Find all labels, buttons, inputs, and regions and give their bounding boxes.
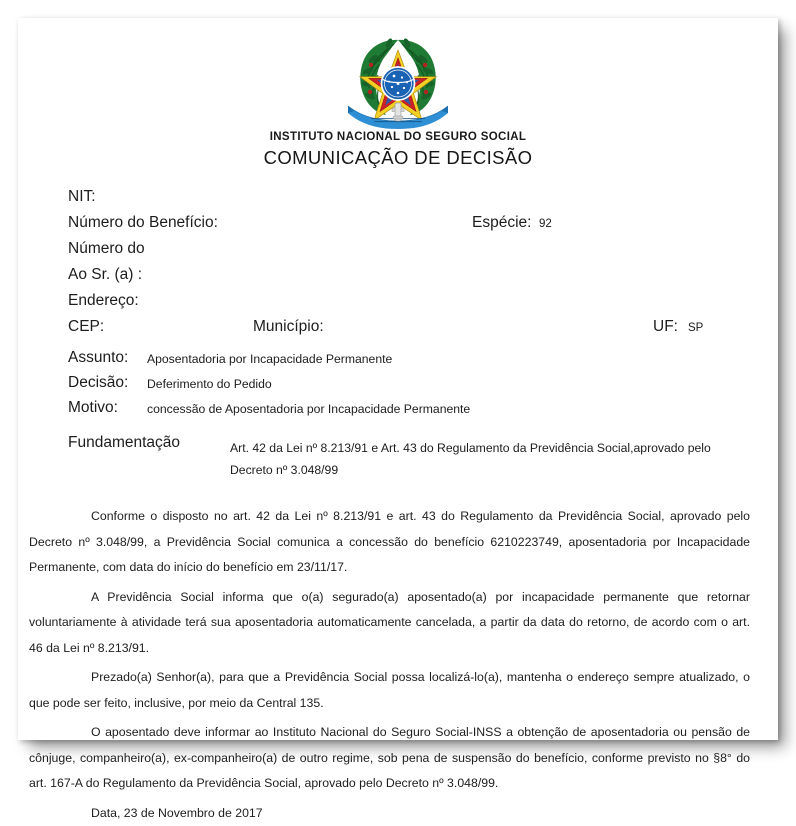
document-title: COMUNICAÇÃO DE DECISÃO [18,147,778,169]
body-paragraph-2: A Previdência Social informa que o(a) segurado(a) aposentado(a) por incapacidade permanente que retornar voluntariamente à atividade terá sua aposentadoria automaticamente cancelada, a partir da data do retorno, de acordo com o art. 46 da Lei nº 8.213/91. [29,585,750,662]
row-assunto [68,349,778,374]
municipio-label: Município: [253,318,324,336]
body-paragraph-3: Prezado(a) Senhor(a), para que a Previdência Social possa localizá-lo(a), mantenha o endereço sempre atualizado, o que pode ser feito, inclusive, por meio da Central 135. [29,665,750,716]
form-fields-section [18,188,778,344]
especie-label: Espécie: [472,214,531,232]
row-motivo [68,399,778,424]
field-row-numero-do [68,240,750,266]
field-row-ao-sr [68,266,750,292]
decisao-label: Decisão: [68,374,128,392]
fundamentacao-section [18,434,778,482]
especie-value: 92 [539,218,552,230]
body-paragraph-1: Conforme o disposto no art. 42 da Lei nº 8.213/91 e art. 43 do Regulamento da Previdência Social, aprovado pelo Decreto nº 3.048/99, a Previdência Social comunica a concessão do benefício 6210223749, aposentadoria por Incapacidade Permanente, com data do início do benefício em 23/11/17. [29,504,750,581]
document-date-line: Data, 23 de Novembro de 2017 [29,801,750,826]
field-row-endereco [68,292,750,318]
brazil-coat-of-arms-emblem [346,33,450,130]
cep-label: CEP: [68,318,104,335]
uf-label: UF: [653,318,678,336]
endereco-label: Endereço: [68,292,139,309]
row-decisao [68,374,778,399]
ao-sr-label: Ao Sr. (a) : [68,266,142,283]
motivo-value: concessão de Aposentadoria por Incapacidade Permanente [147,402,470,416]
organization-name: INSTITUTO NACIONAL DO SEGURO SOCIAL [18,131,778,143]
document-page [18,18,778,740]
decision-summary-section [18,349,778,424]
fundamentacao-label: Fundamentação [68,434,180,452]
assunto-value: Aposentadoria por Incapacidade Permanente [147,352,392,366]
document-header [18,18,778,169]
numero-beneficio-label: Número do Benefício: [68,214,218,231]
numero-do-label: Número do [68,240,145,257]
document-body [18,504,778,826]
body-paragraph-4: O aposentado deve informar ao Instituto Nacional do Seguro Social-INSS a obtenção de aposentadoria ou pensão de cônjuge, companheiro(a), ex-companheiro(a) de outro regime, sob pena de suspensão do benefício, conforme previsto no §8° do art. 167-A do Regulamento da Previdência Social, aprovado pelo Decreto nº 3.048/99. [29,720,750,797]
document-page-shadow [18,18,778,740]
fundamentacao-value: Art. 42 da Lei nº 8.213/91 e Art. 43 do Regulamento da Previdência Social,aprovado pelo Decreto nº 3.048/99 [230,437,730,481]
field-row-cep-municipio-uf [68,318,750,344]
decisao-value: Deferimento do Pedido [147,377,272,391]
assunto-label: Assunto: [68,349,128,367]
field-row-nit [68,188,750,214]
uf-value: SP [688,322,703,334]
field-row-beneficio [68,214,750,240]
motivo-label: Motivo: [68,399,118,417]
nit-label: NIT: [68,188,96,205]
